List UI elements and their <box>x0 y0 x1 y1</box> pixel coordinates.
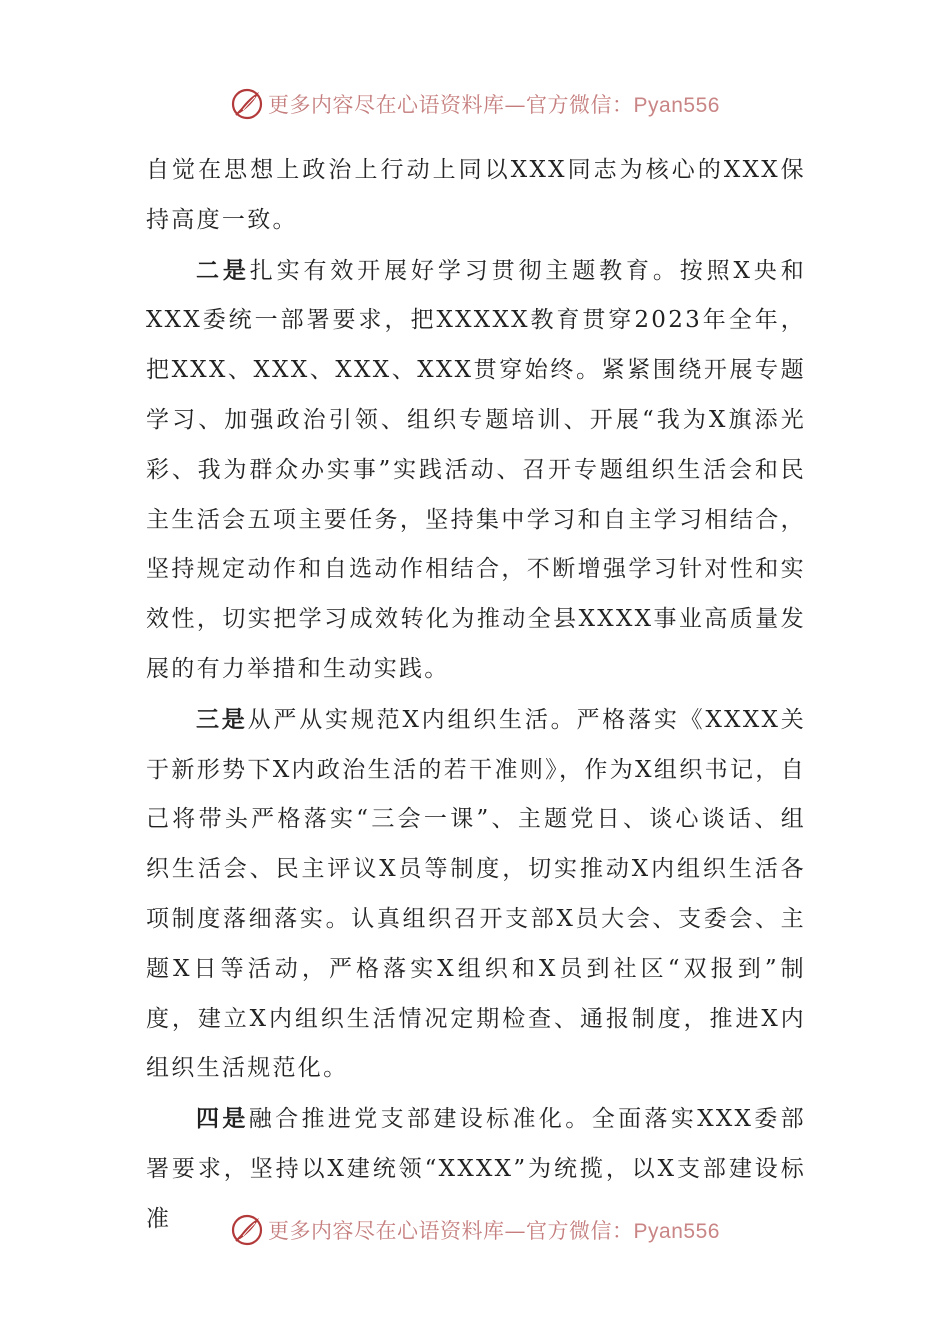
paragraph-2 <box>146 246 806 695</box>
paragraph-2-lead: 二是 <box>196 256 250 284</box>
paragraph-2-body: 扎实有效开展好学习贯彻主题教育。按照X央和XXX委统一部署要求，把XXXXX教育贯穿2023年全年，把XXX、XXX、XXX、XXX贯穿始终。紧紧围绕开展专题学习、加强政治引领、组织专题培训、开展“我为X旗添光彩、我为群众办实事”实践活动、召开专题组织生活会和民主生活会五项主要任务，坚持集中学习和自主学习相结合，坚持规定动作和自选动作相结合，不断增强学习针对性和实效性，切实把学习成效转化为推动全县XXXX事业高质量发展的有力举措和生动实践。 <box>146 257 806 682</box>
banner-dash: — <box>504 1219 527 1243</box>
feather-pen-logo-icon <box>230 1213 264 1247</box>
header-watermark-banner <box>0 84 950 124</box>
paragraph-1 <box>146 145 806 246</box>
banner-main-text: 更多内容尽在心语资料库 <box>268 1219 505 1243</box>
banner-main-text: 更多内容尽在心语资料库 <box>268 93 505 117</box>
banner-official-text: 官方微信： <box>526 93 634 117</box>
banner-text <box>268 1215 720 1245</box>
paragraph-3-lead: 三是 <box>196 705 248 733</box>
paragraph-4-lead: 四是 <box>196 1105 249 1133</box>
banner-brand: Pyan556 <box>633 1220 720 1243</box>
banner-dash: — <box>504 93 527 117</box>
feather-pen-logo-icon <box>230 87 264 121</box>
paragraph-3-body: 从严从实规范X内组织生活。严格落实《XXXX关于新形势下X内政治生活的若干准则》，作为X组织书记，自己将带头严格落实“三会一课”、主题党日、谈心谈话、组织生活会、民主评议X员等制度，切实推动X内组织生活各项制度落细落实。认真组织召开支部X员大会、支委会、主题X日等活动，严格落实X组织和X员到社区“双报到”制度，建立X内组织生活情况定期检查、通报制度，推进X内组织生活规范化。 <box>146 706 806 1082</box>
footer-watermark-banner <box>0 1210 950 1250</box>
banner-brand: Pyan556 <box>633 94 720 117</box>
paragraph-4-body: 融合推进党支部建设标准化。全面落实XXX委部署要求，坚持以X建统领“XXXX”为统揽，以X支部建设标准 <box>146 1106 806 1232</box>
paragraph-3 <box>146 695 806 1094</box>
paragraph-1-body: 自觉在思想上政治上行动上同以XXX同志为核心的XXX保持高度一致。 <box>146 157 806 233</box>
banner-text <box>268 89 720 119</box>
banner-official-text: 官方微信： <box>526 1219 634 1243</box>
body-text <box>146 145 806 1245</box>
